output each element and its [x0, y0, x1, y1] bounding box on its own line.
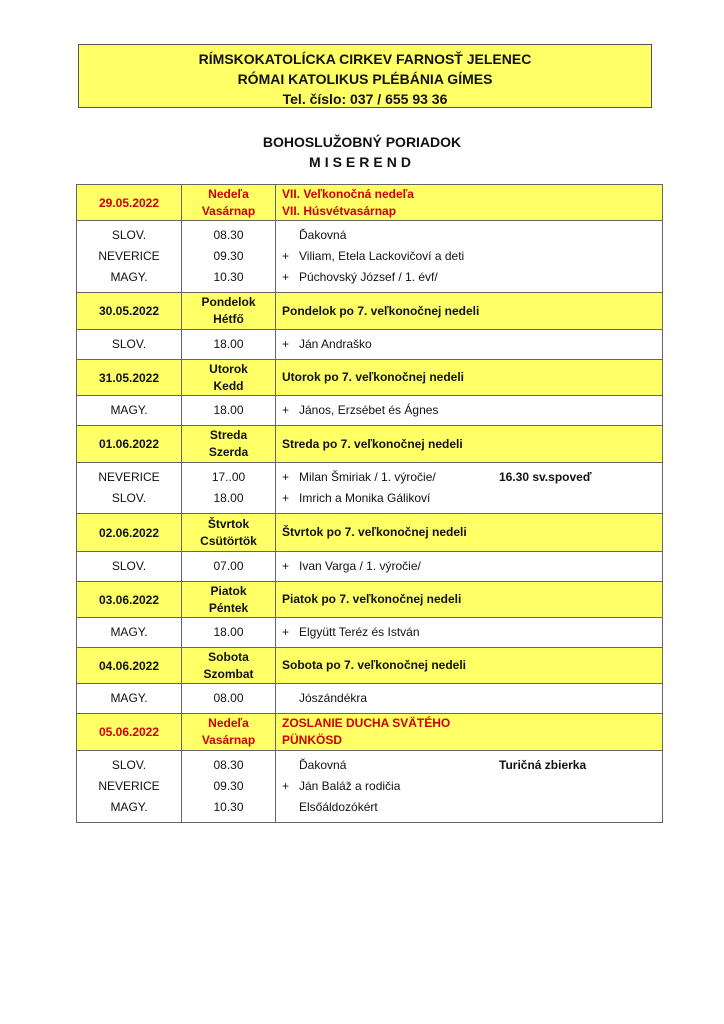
mass-intention — [282, 797, 662, 818]
day-name-sk: Pondelok — [201, 295, 256, 309]
intention-text: Púchovský József / 1. évf/ — [299, 270, 438, 284]
mass-language: SLOV. — [111, 491, 147, 505]
mass-note: 16.30 sv.spoveď — [499, 470, 592, 484]
mass-language: SLOV. — [111, 758, 147, 772]
day-name-sk: Nedeľa — [208, 186, 249, 201]
day-description-line1: Piatok po 7. veľkonočnej nedeli — [282, 592, 462, 606]
mass-list-row — [77, 330, 663, 360]
mass-time: 18.00 — [213, 337, 244, 351]
mass-languages-cell — [77, 463, 182, 514]
schedule-subtitle: MISEREND — [309, 154, 415, 170]
mass-times-cell — [182, 221, 276, 293]
mass-language: MAGY. — [110, 691, 148, 705]
intention-cross-mark: + — [282, 337, 290, 351]
mass-times-cell — [182, 751, 276, 823]
day-description — [276, 648, 663, 684]
mass-list-row — [77, 396, 663, 426]
intention-text: Milan Šmiriak / 1. výročie/ — [299, 470, 436, 484]
day-header-row — [77, 185, 663, 221]
mass-intention — [282, 400, 662, 421]
mass-intention — [282, 334, 662, 355]
intention-text: Ján Baláž a rodičia — [299, 779, 401, 793]
mass-language: NEVERICE — [98, 470, 160, 484]
mass-intention — [282, 556, 662, 577]
day-description-line2: VII. Húsvétvasárnap — [282, 203, 397, 218]
intention-cross-mark: + — [282, 470, 290, 484]
intention-cross-mark: + — [282, 779, 290, 793]
day-description — [276, 514, 663, 552]
intention-text: Elgyütt Teréz és István — [299, 625, 420, 639]
day-header-row — [77, 648, 663, 684]
day-name-sk: Štvrtok — [207, 516, 250, 531]
mass-time: 18.00 — [213, 403, 244, 417]
mass-languages-cell — [77, 552, 182, 582]
day-date: 30.05.2022 — [77, 293, 182, 330]
mass-time: 18.00 — [213, 625, 244, 639]
mass-time: 17..00 — [211, 470, 246, 484]
mass-language: NEVERICE — [98, 249, 160, 263]
mass-time: 08.00 — [213, 691, 244, 705]
day-description-line2: PÜNKÖSD — [282, 733, 343, 747]
day-name-hu: Szombat — [203, 666, 254, 681]
day-description-line1: Utorok po 7. veľkonočnej nedeli — [282, 370, 464, 384]
mass-list-row — [77, 221, 663, 293]
intention-text: Elsőáldozókért — [299, 800, 378, 814]
mass-intentions-cell — [276, 552, 663, 582]
mass-intentions-cell — [276, 330, 663, 360]
day-name — [182, 514, 276, 552]
day-description — [276, 293, 663, 330]
day-description-line1: Štvrtok po 7. veľkonočnej nedeli — [282, 525, 467, 539]
day-description — [276, 185, 663, 221]
mass-language: SLOV. — [111, 559, 147, 573]
day-date: 04.06.2022 — [77, 648, 182, 684]
intention-cross-mark: + — [282, 625, 290, 639]
mass-list-row — [77, 552, 663, 582]
schedule-title: BOHOSLUŽOBNÝ PORIADOK — [262, 134, 462, 150]
day-description-line1: ZOSLANIE DUCHA SVÄTÉHO — [282, 716, 451, 730]
mass-time: 09.30 — [213, 779, 244, 793]
mass-language: MAGY. — [110, 270, 148, 284]
mass-intention — [282, 267, 662, 288]
day-name-hu: Csütörtök — [200, 533, 257, 548]
mass-intention — [282, 755, 662, 776]
day-name — [182, 293, 276, 330]
day-name — [182, 582, 276, 618]
day-date: 29.05.2022 — [77, 185, 182, 221]
mass-languages-cell — [77, 618, 182, 648]
mass-time: 10.30 — [213, 800, 244, 814]
day-description-line1: Sobota po 7. veľkonočnej nedeli — [282, 658, 466, 672]
mass-language: MAGY. — [110, 625, 148, 639]
intention-text: János, Erzsébet és Ágnes — [299, 403, 439, 417]
mass-intention — [282, 776, 662, 797]
day-name-sk: Piatok — [210, 583, 247, 598]
mass-times-cell — [182, 396, 276, 426]
intention-text: Ján Andraško — [299, 337, 372, 351]
day-date: 03.06.2022 — [77, 582, 182, 618]
day-name-sk: Streda — [209, 428, 248, 442]
mass-language: MAGY. — [110, 800, 148, 814]
mass-language: MAGY. — [110, 403, 148, 417]
day-header-row — [77, 714, 663, 751]
day-header-row — [77, 426, 663, 463]
mass-list-row — [77, 684, 663, 714]
mass-intention — [282, 246, 662, 267]
mass-times-cell — [182, 552, 276, 582]
mass-time: 08.30 — [213, 758, 244, 772]
mass-intentions-cell — [276, 463, 663, 514]
mass-list-row — [77, 751, 663, 823]
day-description — [276, 360, 663, 396]
mass-times-cell — [182, 330, 276, 360]
intention-text: Viliam, Etela Lackovičoví a deti — [299, 249, 465, 263]
mass-intentions-cell — [276, 618, 663, 648]
day-name — [182, 360, 276, 396]
day-name-hu: Vasárnap — [201, 203, 256, 218]
day-description-line1: Streda po 7. veľkonočnej nedeli — [282, 436, 463, 451]
day-name — [182, 714, 276, 751]
mass-intentions-cell — [276, 684, 663, 714]
parish-phone: Tel. číslo: 037 / 655 93 36 — [282, 91, 448, 107]
intention-cross-mark: + — [282, 491, 290, 505]
day-header-row — [77, 293, 663, 330]
mass-intentions-cell — [276, 751, 663, 823]
day-description — [276, 714, 663, 751]
day-description — [276, 426, 663, 463]
mass-language: NEVERICE — [98, 779, 160, 793]
mass-intention — [282, 467, 662, 488]
day-name-sk: Sobota — [208, 649, 249, 664]
parish-name-hu: RÓMAI KATOLIKUS PLÉBÁNIA GÍMES — [237, 71, 493, 87]
day-header-row — [77, 360, 663, 396]
day-header-row — [77, 582, 663, 618]
day-date: 01.06.2022 — [77, 426, 182, 463]
mass-intentions-cell — [276, 221, 663, 293]
intention-text: Imrich a Monika Gálikoví — [299, 491, 431, 505]
mass-list-row — [77, 618, 663, 648]
mass-list-row — [77, 463, 663, 514]
mass-time: 10.30 — [213, 270, 244, 284]
day-date: 02.06.2022 — [77, 514, 182, 552]
day-name — [182, 426, 276, 463]
mass-language: SLOV. — [111, 337, 147, 351]
day-name-hu: Péntek — [208, 600, 249, 615]
intention-text: Ďakovná — [299, 758, 347, 772]
day-description — [276, 582, 663, 618]
mass-time: 09.30 — [213, 249, 244, 263]
day-description-line1: Pondelok po 7. veľkonočnej nedeli — [282, 303, 480, 318]
day-name-hu: Kedd — [213, 378, 244, 393]
mass-language: SLOV. — [111, 228, 147, 242]
day-name-sk: Utorok — [209, 361, 248, 376]
mass-schedule-table — [76, 184, 663, 823]
mass-languages-cell — [77, 684, 182, 714]
day-header-row — [77, 514, 663, 552]
parish-name-sk: RÍMSKOKATOLÍCKA CIRKEV FARNOSŤ JELENEC — [198, 51, 532, 67]
parish-header — [78, 44, 652, 108]
mass-times-cell — [182, 463, 276, 514]
intention-cross-mark: + — [282, 270, 290, 284]
mass-time: 08.30 — [213, 228, 244, 242]
mass-note: Turičná zbierka — [499, 758, 587, 772]
mass-time: 18.00 — [213, 491, 244, 505]
intention-text: Jószándékra — [299, 691, 368, 705]
day-date: 31.05.2022 — [77, 360, 182, 396]
mass-languages-cell — [77, 396, 182, 426]
day-description-line1: VII. Veľkonočná nedeľa — [282, 186, 414, 201]
intention-text: Ivan Varga / 1. výročie/ — [299, 559, 421, 573]
day-name-hu: Szerda — [208, 445, 249, 459]
day-name-hu: Hétfő — [213, 312, 244, 326]
intention-cross-mark: + — [282, 559, 290, 573]
mass-languages-cell — [77, 751, 182, 823]
day-date: 05.06.2022 — [77, 714, 182, 751]
day-name — [182, 648, 276, 684]
mass-languages-cell — [77, 221, 182, 293]
mass-time: 07.00 — [213, 559, 244, 573]
mass-intention — [282, 225, 662, 246]
mass-intentions-cell — [276, 396, 663, 426]
intention-cross-mark: + — [282, 249, 290, 263]
mass-intention — [282, 688, 662, 709]
day-name — [182, 185, 276, 221]
mass-languages-cell — [77, 330, 182, 360]
intention-cross-mark: + — [282, 403, 290, 417]
intention-text: Ďakovná — [299, 228, 347, 242]
mass-intention — [282, 488, 662, 509]
day-name-hu: Vasárnap — [201, 733, 256, 747]
mass-times-cell — [182, 684, 276, 714]
mass-intention — [282, 622, 662, 643]
day-name-sk: Nedeľa — [208, 716, 249, 730]
mass-times-cell — [182, 618, 276, 648]
